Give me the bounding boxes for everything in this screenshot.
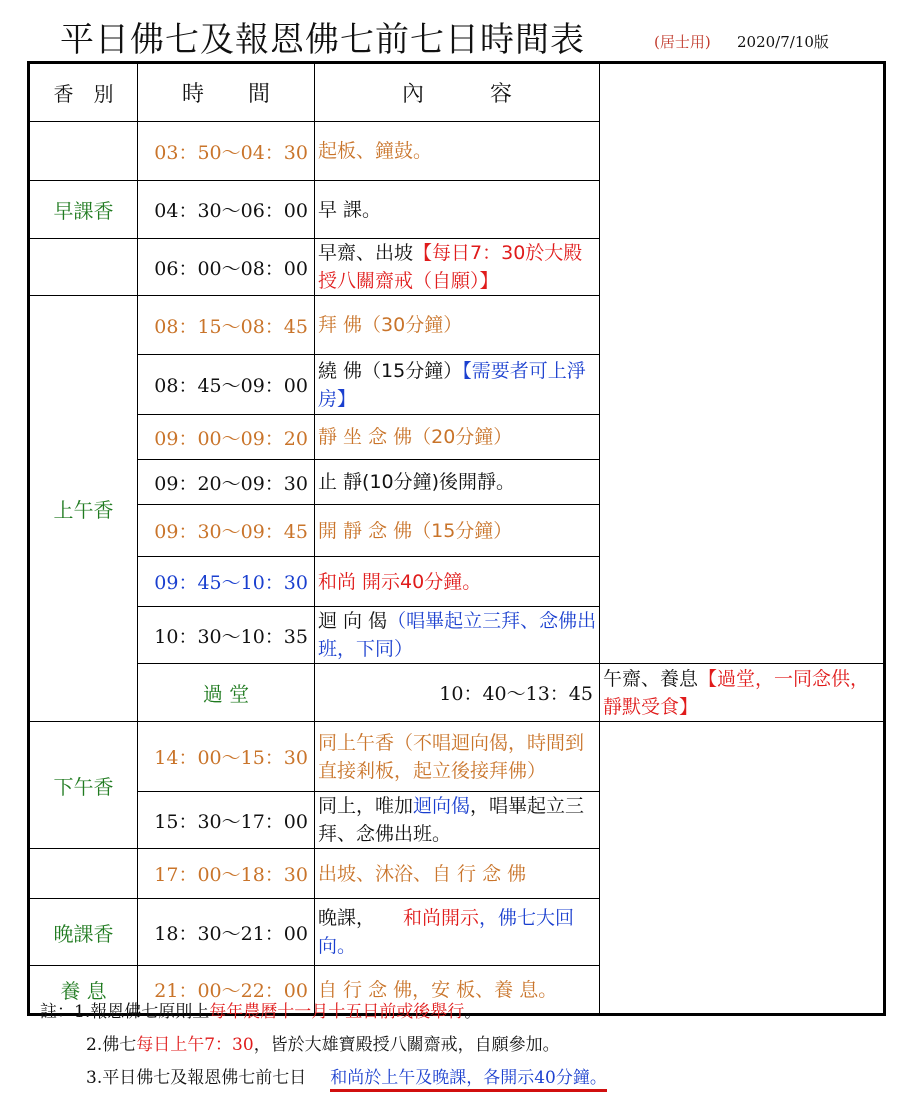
content-highlight: （唱畢起立三拜、念佛出班，下同） [318,610,597,660]
time-cell: 18：30～21：00 [138,899,315,966]
note-highlight: 每日上午7：30 [136,1035,254,1055]
table-row [29,849,885,899]
session-cell: 下午香 [29,722,138,849]
header-content: 內 容 [315,63,600,122]
time-cell: 09：00～09：20 [138,415,315,460]
table-row [29,899,885,966]
table-row [29,607,885,664]
title-row [0,0,909,60]
table-row [29,557,885,607]
table-row [29,415,885,460]
note-text: 1.報恩佛七原則上 [74,1002,210,1022]
content-text: ，唱畢起立三拜、念佛出班。 [318,795,585,845]
title-version-date: 2020/7/10版 [737,33,829,51]
time-cell: 10：40～13：45 [315,664,600,722]
content-cell [315,239,600,296]
session-cell-empty [29,239,138,296]
note-text: 3.平日佛七及報恩佛七前七日 [86,1068,307,1088]
time-cell: 21：00～22：00 [138,966,315,1015]
content-cell: 同上午香（不唱迴向偈，時間到直接剎板，起立後接拜佛） [315,722,600,792]
time-cell: 14：00～15：30 [138,722,315,792]
content-text: 迴 向 偈 [318,610,388,632]
time-cell: 15：30～17：00 [138,792,315,849]
content-cell [315,899,600,966]
title-audience: (居士用) [654,33,711,51]
time-cell: 08：45～09：00 [138,355,315,415]
time-cell: 08：15～08：45 [138,296,315,355]
note-text: 2.佛七 [86,1035,137,1055]
time-cell: 06：00～08：00 [138,239,315,296]
content-cell: 起板、鐘鼓。 [315,122,600,181]
table-row [29,460,885,505]
note-1 [40,996,890,1029]
content-cell: 靜 坐 念 佛（20分鐘） [315,415,600,460]
table-row [29,239,885,296]
notes-label: 註： [40,1002,74,1022]
content-cell: 開 靜 念 佛（15分鐘） [315,505,600,557]
schedule-table [27,61,886,1016]
time-cell: 04：30～06：00 [138,181,315,239]
content-highlight: 和尚開示 [403,907,480,929]
session-cell: 上午香 [29,296,138,722]
header-session: 香 別 [29,63,138,122]
content-cell [315,355,600,415]
table-row [29,122,885,181]
content-cell: 止 靜(10分鐘)後開靜。 [315,460,600,505]
table-row [29,355,885,415]
page-title: 平日佛七及報恩佛七前七日時間表 [60,20,585,60]
session-cell-empty [29,849,138,899]
note-highlight: 和尚於上午及晚課，各開示40分鐘。 [330,1068,607,1092]
content-text: ，佛七大回向。 [318,907,575,957]
content-highlight: 迴向偈 [413,795,471,817]
content-text: 同上，唯加 [318,795,414,817]
header-time: 時 間 [138,63,315,122]
content-highlight: 【需要者可上淨房】 [318,359,586,410]
note-text: 。 [464,1002,482,1022]
notes-section [40,996,890,1095]
table-row [29,296,885,355]
table-row [29,792,885,849]
time-cell: 03：50～04：30 [138,122,315,181]
time-cell: 09：30～09：45 [138,505,315,557]
content-cell: 拜 佛（30分鐘） [315,296,600,355]
session-cell-empty [29,122,138,181]
note-3 [40,1062,890,1095]
table-row [29,664,885,722]
table-row [29,181,885,239]
content-cell: 早 課。 [315,181,600,239]
time-cell: 09：20～09：30 [138,460,315,505]
content-highlight: 【每日7：30於大殿授八關齋戒（自願）】 [318,242,583,292]
table-row [29,722,885,792]
time-cell: 10：30～10：35 [138,607,315,664]
content-text: 晚課， [318,907,376,929]
content-cell: 出坡、沐浴、自 行 念 佛 [315,849,600,899]
header-row [29,63,885,122]
note-highlight: 每年農曆十一月十五日前或後舉行 [209,1002,465,1022]
note-text: ，皆於大雄寶殿授八關齋戒，自願參加。 [253,1035,560,1055]
content-text: 早齋、出坡 [318,242,414,264]
note-2 [40,1029,890,1062]
content-text: 午齋、養息 [603,667,699,690]
time-cell: 09：45～10：30 [138,557,315,607]
content-cell: 和尚 開示40分鐘。 [315,557,600,607]
session-cell: 晚課香 [29,899,138,966]
content-cell [600,664,885,722]
content-cell [315,607,600,664]
content-cell [315,792,600,849]
session-cell: 養 息 [29,966,138,1015]
content-cell: 自 行 念 佛，安 板、養 息。 [315,966,600,1015]
content-highlight: 【過堂，一同念供，靜默受食】 [603,667,870,718]
table-row [29,505,885,557]
content-text: 繞 佛（15分鐘） [318,359,463,382]
time-cell: 17：00～18：30 [138,849,315,899]
session-cell: 過 堂 [138,664,315,722]
session-cell: 早課香 [29,181,138,239]
